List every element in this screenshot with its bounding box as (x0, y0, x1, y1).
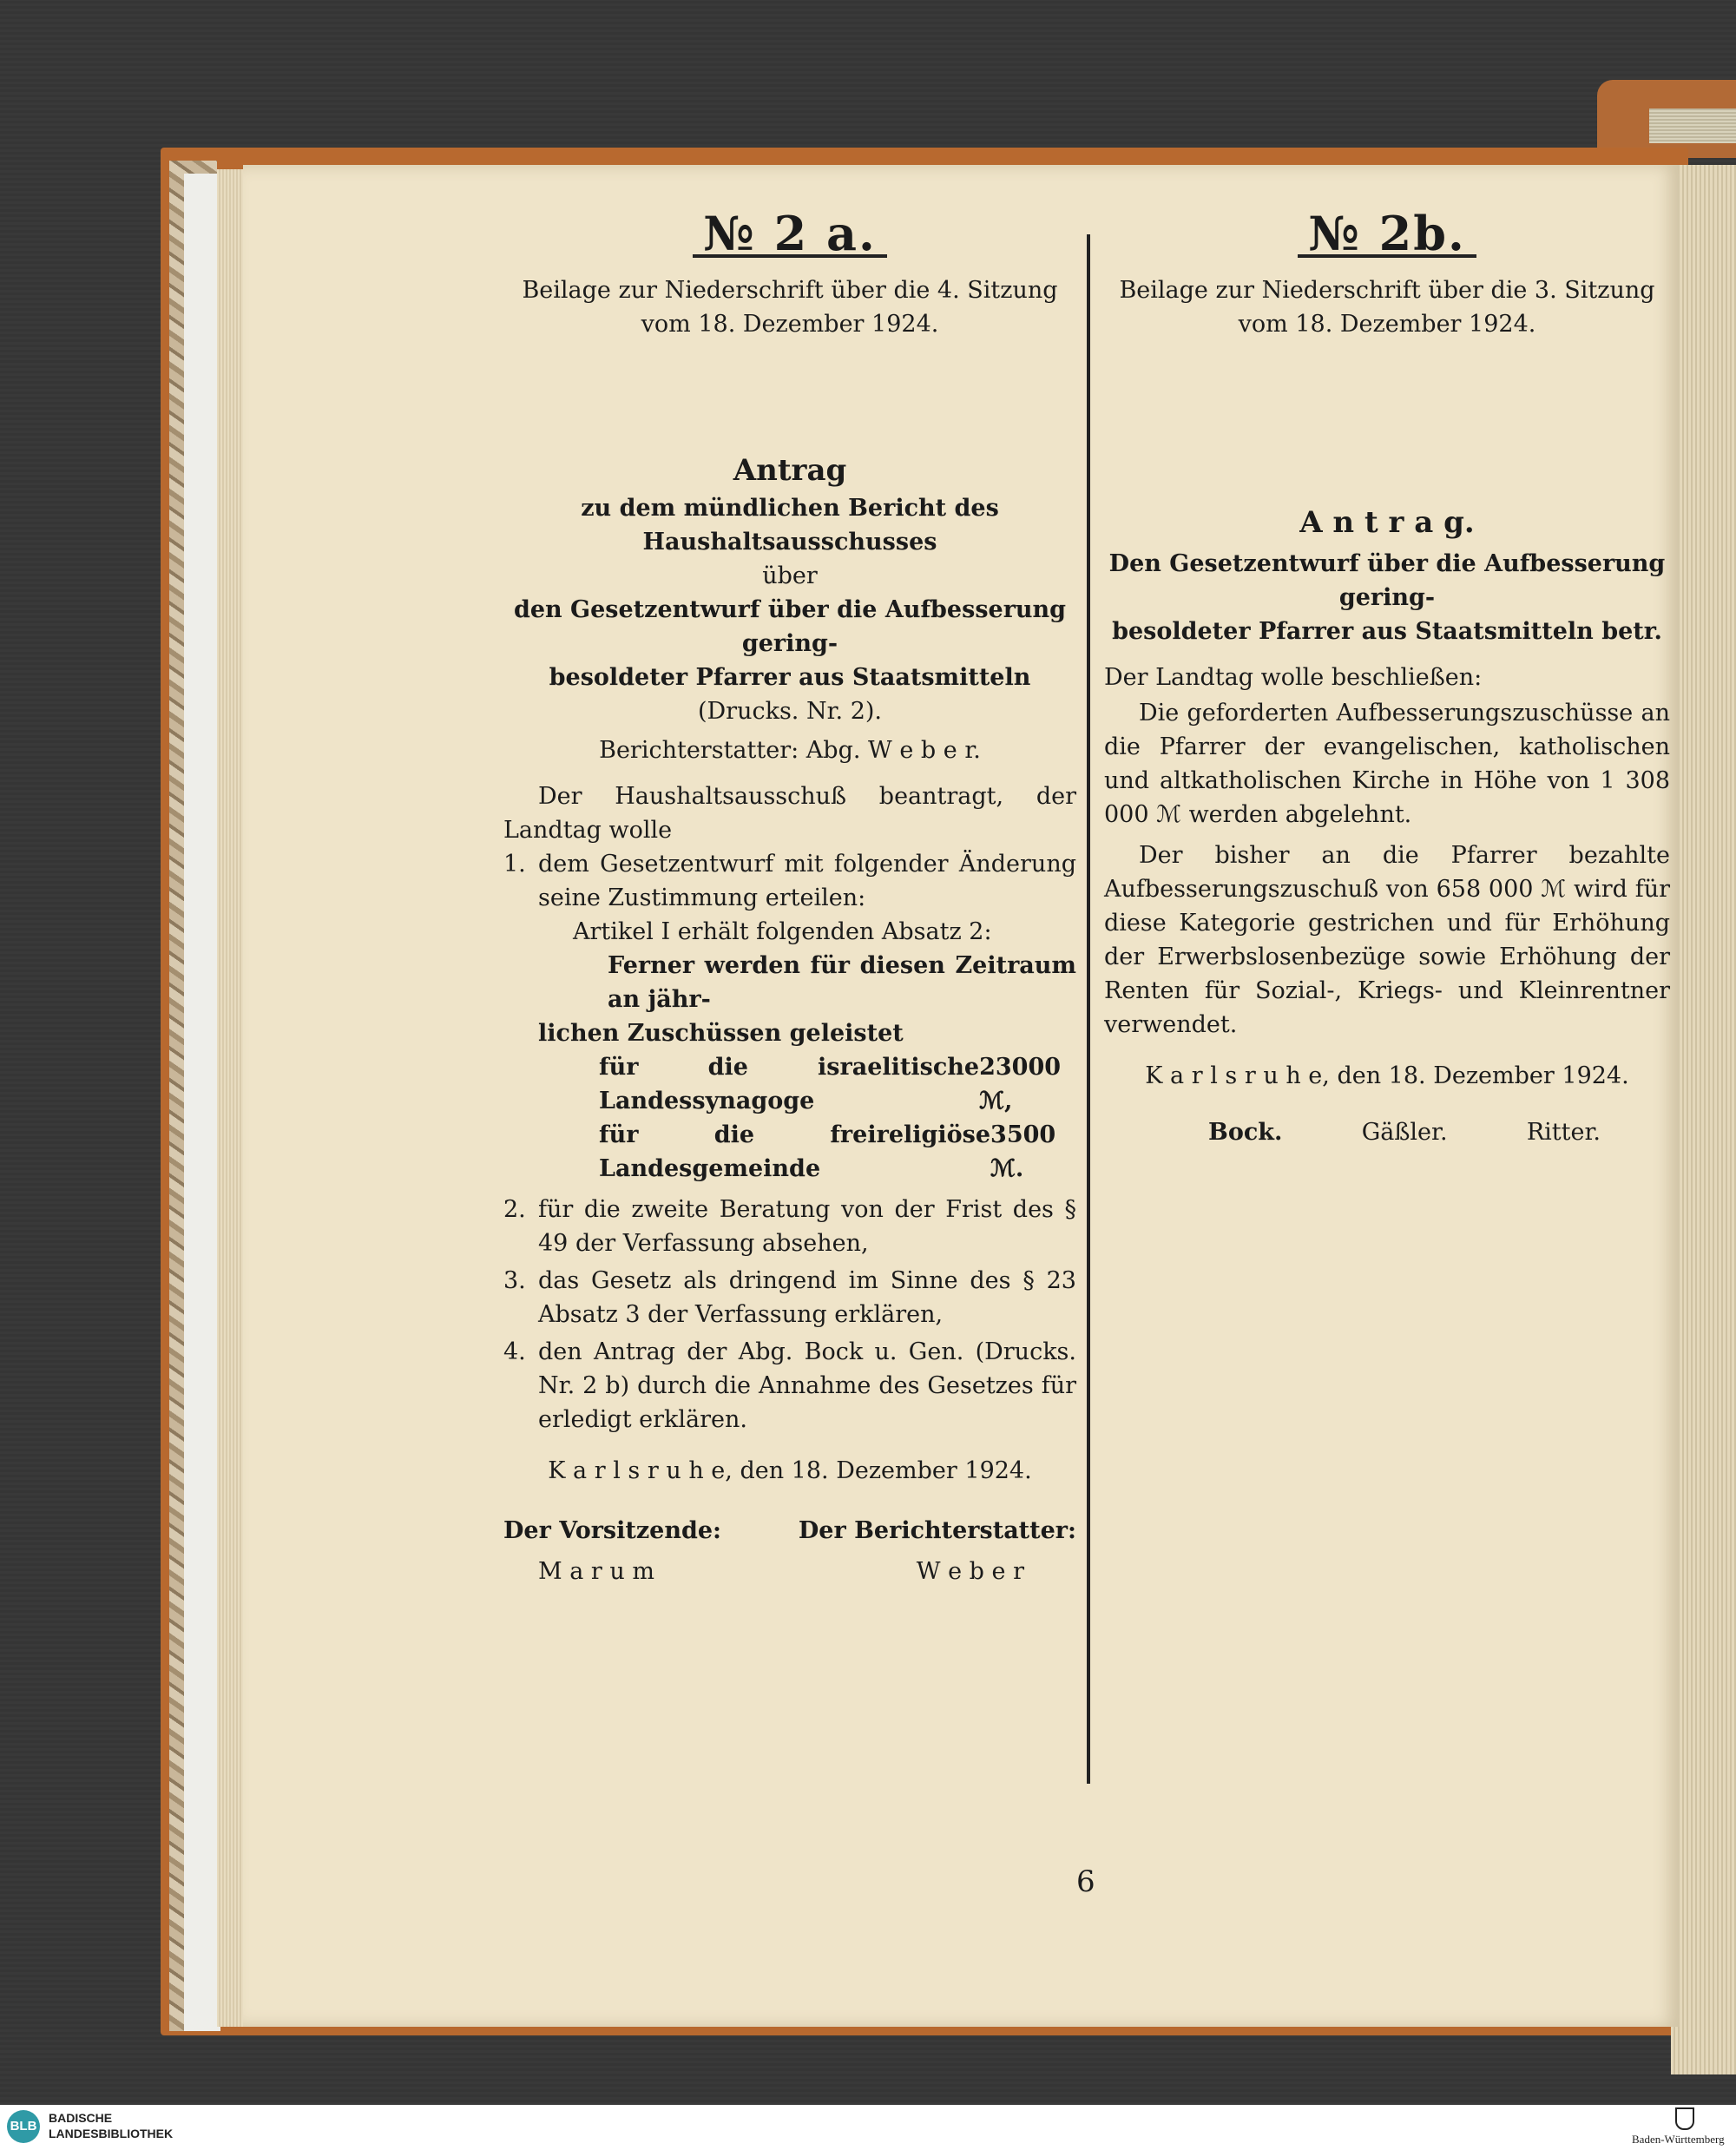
endpaper-strip (184, 174, 220, 2031)
place-date-2b: K a r l s r u h e, den 18. Dezember 1924. (1145, 1062, 1629, 1089)
grant-row-freireligioes: für die freireligiöse Landesgemeinde 3500 ℳ. (599, 1121, 1056, 1182)
document-number-2a: № 2 a. (503, 217, 1076, 258)
page-number: 6 (1076, 1864, 1095, 1899)
signatories: Bock. Gäßler. Ritter. (1208, 1119, 1601, 1146)
print-reference: (Drucks. Nr. 2). (697, 698, 882, 725)
list-item-1: 1. dem Gesetzentwurf mit folgender Änderung seine Zustimmung erteilen: Artikel I erhält folgenden Absatz 2: Ferner werden für diesen Zeitraum an jähr- lichen Zuschüssen geleistet für die israelitische Landessynagoge 23000 ℳ, für die freireligiöse Landesgemeinde 3500 ℳ. (503, 847, 1076, 1186)
supplement-note-2b: Beilage zur Niederschrift über die 3. Sitzung vom 18. Dezember 1924. (1119, 277, 1655, 338)
blb-logo-icon: BLB (7, 2110, 40, 2143)
supplement-note-2a: Beilage zur Niederschrift über die 4. Sitzung vom 18. Dezember 1924. (522, 277, 1058, 338)
adjacent-book-pages (1649, 108, 1736, 143)
list-item-3: 3. das Gesetz als dringend im Sinne des § 23 Absatz 3 der Verfassung erklären, (503, 1267, 1076, 1328)
footer-bar (0, 2105, 1736, 2150)
paragraph-2: Der bisher an die Pfarrer bezahlte Aufbesserungszuschuß von 658 000 ℳ wird für diese Kategorie gestrichen und für Erhöhung der Erwerbslosenbezüge sowie Erhöhung der Renten für Sozial-, Kriegs- und Kleinrentner verwendet. (1104, 842, 1670, 1038)
library-name: BADISCHE LANDESBIBLIOTHEK (49, 2111, 174, 2140)
column-divider (1087, 234, 1090, 1784)
reporter-line: Berichterstatter: Abg. W e b e r. (599, 737, 981, 764)
signature-titles: Der Vorsitzende: Der Berichterstatter: (503, 1517, 1076, 1544)
place-date-2a: K a r l s r u h e, den 18. Dezember 1924. (548, 1457, 1032, 1484)
grant-row-synagogue: für die israelitische Landessynagoge 23000 ℳ, (599, 1054, 1062, 1114)
state-crest-icon (1675, 2107, 1694, 2130)
list-item-2: 2. für die zweite Beratung von der Frist des § 49 der Verfassung absehen, (503, 1196, 1076, 1257)
motion-heading-2a: Antrag (733, 453, 847, 488)
motion-subject-2a: zu dem mündlichen Bericht des Haushaltsausschusses (581, 495, 999, 556)
column-2a (503, 206, 1076, 1588)
committee-intro: Der Haushaltsausschuß beantragt, der Landtag wolle (503, 783, 1076, 844)
state-name: Baden-Württemberg (1632, 2133, 1725, 2146)
motion-over: über (762, 562, 818, 589)
column-2b (1104, 206, 1670, 1149)
paragraph-1: Die geforderten Aufbesserungszuschüsse an die Pfarrer der evangelischen, katholischen und altkatholischen Kirche in Höhe von 1 308 000 ℳ werden abgelehnt. (1104, 700, 1670, 828)
landtag-intro: Der Landtag wolle beschließen: (1104, 664, 1483, 691)
motion-bill-title-2a: den Gesetzentwurf über die Aufbesserung gering- besoldeter Pfarrer aus Staatsmitteln (513, 596, 1067, 691)
signature-names: M a r u m W e b e r (538, 1558, 1024, 1585)
page-stack-right (1671, 165, 1736, 2074)
list-item-4: 4. den Antrag der Abg. Bock u. Gen. (Drucks. Nr. 2 b) durch die Annahme des Gesetzes für erledigt erklären. (503, 1338, 1076, 1433)
motion-heading-2b: A n t r a g. (1299, 505, 1475, 540)
document-number-2b: № 2b. (1104, 217, 1670, 258)
motion-subject-2b: Den Gesetzentwurf über die Aufbesserung gering- besoldeter Pfarrer aus Staatsmitteln betr. (1108, 550, 1666, 645)
